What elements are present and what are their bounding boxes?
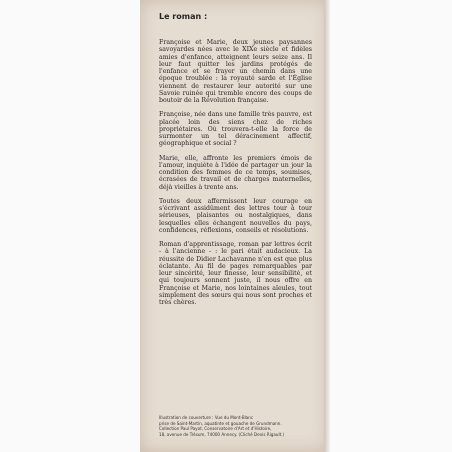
credit-line-4: 18, avenue de Trésum, 74000 Annecy. (Cliché Denis Rigault.): [159, 431, 285, 437]
cover-illustration-credit: [159, 415, 315, 437]
credit-line-1: Illustration de couverture : Vue du Mont-Blanc: [159, 415, 254, 420]
credit-line-3: Collection Paul Payot, Conservatoire d'Art et d'Histoire,: [159, 426, 272, 431]
credit-line-2: prise de Saint-Martin, aquatinte et gouache de Grundmann.: [159, 420, 282, 426]
blurb-paragraph-5: Roman d'apprentissage, roman par lettres écrit - à l'ancienne - : le pari était audacieux. La réussite de Didier Lachavanne n'en est que plus éclatante. Au fil de pages remarquables par leur sincérité, leur finesse, leur sensibilité, et qui toujours sonnent juste, il nous offre en Françoise et Marie, nos lointaines aïeules, tout simplement des sœurs qui nous sont proches et très chères.: [159, 241, 312, 306]
cover-edge-shadow: [324, 0, 330, 452]
blurb-paragraph-3: Marie, elle, affronte les premiers émois de l'amour, inquiète à l'idée de partager un jour la condition des femmes de ce temps, soumises, écrasées de travail et de charges maternelles, déjà vieilles à trente ans.: [159, 154, 312, 191]
blurb-paragraph-1: Françoise et Marie, deux jeunes paysannes savoyardes nées avec le XIXe siècle et fidèles amies d'enfance, atteignent leurs seize ans. Il leur faut quitter les jardins protégés de l'enfance et se frayer un chemin dans une époque troublée : la royauté sarde et l'Église viennent de restaurer leur autorité sur une Savoie ruinée qui tremble encore des coups de boutoir de la Révolution française.: [159, 39, 312, 104]
blurb-paragraph-2: Françoise, née dans une famille très pauvre, est placée loin des siens chez de riches propriétaires. Où trouvera-t-elle la force de surmonter un tel déracinement affectif, géographique et social ?: [159, 111, 312, 148]
blurb-text-block: [159, 12, 312, 313]
section-heading: Le roman :: [159, 12, 208, 21]
blurb-paragraph-4: Toutes deux affermissent leur courage en s'écrivant assidûment des lettres tour à tour sérieuses, plaisantes ou nostalgiques, dans lesquelles elles échangent nouvelles du pays, confidences, réflexions, conseils et résolutions.: [159, 197, 312, 234]
